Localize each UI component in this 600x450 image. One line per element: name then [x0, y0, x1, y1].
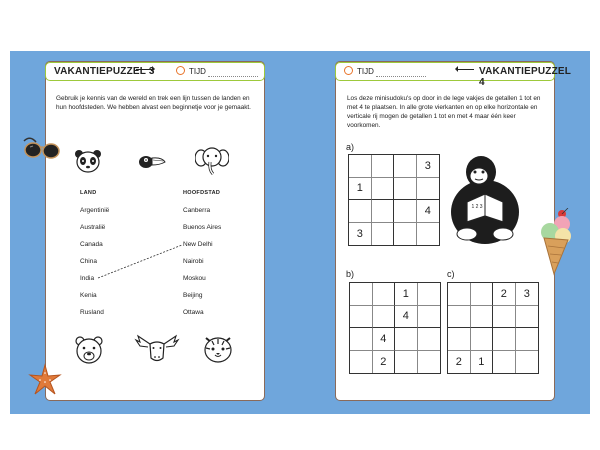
- right-intro-text: Los deze minisudoku's op door in de lege vakjes de getallen 1 tot en met 4 te plaatsen. In alle grote vierkanten en op elke horizontale en verticale rij mogen de getallen 1 tot en met 4 maar één keer voorkomen.: [347, 95, 541, 129]
- book-text: 1 2 3: [471, 204, 483, 210]
- ice-cream-icon: [538, 208, 574, 276]
- sudoku-cell[interactable]: [493, 306, 516, 329]
- country-item[interactable]: China: [80, 258, 97, 265]
- sudoku-cell[interactable]: [418, 351, 441, 374]
- sudoku-cell[interactable]: [417, 223, 440, 246]
- col-head-land: LAND: [80, 190, 97, 196]
- capital-item[interactable]: New Delhi: [183, 241, 213, 248]
- sudoku-cell[interactable]: [349, 155, 372, 178]
- col-head-hoofdstad: HOOFDSTAD: [183, 190, 221, 196]
- sudoku-cell[interactable]: [350, 351, 373, 374]
- sudoku-cell[interactable]: [373, 306, 396, 329]
- country-item[interactable]: Australië: [80, 224, 106, 231]
- sudoku-cell[interactable]: [471, 283, 494, 306]
- arrow-left-icon: [456, 69, 474, 70]
- sudoku-cell: 3: [349, 223, 372, 246]
- sudoku-grid-a: [348, 154, 440, 246]
- sudoku-cell: 4: [417, 200, 440, 223]
- sudoku-cell[interactable]: [418, 283, 441, 306]
- sudoku-cell: 4: [395, 306, 418, 329]
- sudoku-cell[interactable]: [471, 306, 494, 329]
- sudoku-cell[interactable]: [418, 328, 441, 351]
- sudoku-cell: 3: [516, 283, 539, 306]
- starfish-icon: [28, 363, 62, 397]
- clock-icon: [344, 66, 353, 75]
- sudoku-cell[interactable]: [448, 328, 471, 351]
- country-item[interactable]: Canada: [80, 241, 103, 248]
- sudoku-cell[interactable]: [373, 283, 396, 306]
- capital-item[interactable]: Moskou: [183, 275, 206, 282]
- right-tijd-label: TIJD: [357, 67, 374, 76]
- sudoku-grid-b: [349, 282, 441, 374]
- sudoku-cell[interactable]: [471, 328, 494, 351]
- sudoku-cell: 1: [471, 351, 494, 374]
- sudoku-cell[interactable]: [372, 200, 395, 223]
- sudoku-cell[interactable]: [394, 223, 417, 246]
- sudoku-cell[interactable]: [372, 155, 395, 178]
- capital-item[interactable]: Buenos Aires: [183, 224, 222, 231]
- sudoku-cell: 4: [373, 328, 396, 351]
- sudoku-label: c): [447, 269, 455, 279]
- tiger-icon: [202, 334, 234, 364]
- right-tijd-field[interactable]: [376, 76, 426, 77]
- sudoku-cell[interactable]: [417, 178, 440, 201]
- capital-item[interactable]: Nairobi: [183, 258, 204, 265]
- sudoku-cell[interactable]: [493, 328, 516, 351]
- left-page-title: VAKANTIEPUZZEL 3: [54, 66, 155, 77]
- sudoku-cell[interactable]: [394, 178, 417, 201]
- capital-item[interactable]: Ottawa: [183, 309, 204, 316]
- sudoku-cell: 2: [493, 283, 516, 306]
- sudoku-cell[interactable]: [372, 223, 395, 246]
- sudoku-cell[interactable]: [448, 306, 471, 329]
- capital-item[interactable]: Beijing: [183, 292, 203, 299]
- sunglasses-icon: [22, 133, 62, 163]
- sudoku-cell[interactable]: [394, 155, 417, 178]
- sudoku-cell[interactable]: [372, 178, 395, 201]
- sudoku-cell[interactable]: [349, 200, 372, 223]
- country-item[interactable]: India: [80, 275, 95, 282]
- sudoku-cell: 2: [373, 351, 396, 374]
- sudoku-cell: 3: [417, 155, 440, 178]
- capital-item[interactable]: Canberra: [183, 207, 211, 214]
- left-intro-text: Gebruik je kennis van de wereld en trek een lijn tussen de landen en hun hoofdsteden. We hebben alvast een beginnetje voor je gemaakt.: [56, 95, 251, 111]
- right-page-header: [335, 62, 571, 88]
- left-tijd-label: TIJD: [189, 67, 206, 76]
- right-page-title: VAKANTIEPUZZEL 4: [479, 66, 571, 88]
- sudoku-cell[interactable]: [350, 306, 373, 329]
- sudoku-cell: 1: [349, 178, 372, 201]
- sudoku-cell[interactable]: [418, 306, 441, 329]
- sudoku-cell: 2: [448, 351, 471, 374]
- sudoku-label: a): [346, 142, 355, 152]
- sudoku-cell[interactable]: [350, 328, 373, 351]
- sudoku-cell[interactable]: [394, 200, 417, 223]
- moose-icon: [134, 332, 180, 364]
- gorilla-icon: [445, 150, 525, 248]
- sudoku-cell[interactable]: [350, 283, 373, 306]
- country-item[interactable]: Argentinië: [80, 207, 110, 214]
- sudoku-cell[interactable]: [516, 306, 539, 329]
- bear-icon: [74, 335, 104, 365]
- sudoku-cell[interactable]: [516, 328, 539, 351]
- sudoku-cell[interactable]: [448, 283, 471, 306]
- sudoku-grid-c: [447, 282, 539, 374]
- sudoku-cell[interactable]: [516, 351, 539, 374]
- sudoku-cell: 1: [395, 283, 418, 306]
- country-item[interactable]: Kenia: [80, 292, 97, 299]
- sudoku-cell[interactable]: [395, 328, 418, 351]
- country-item[interactable]: Rusland: [80, 309, 104, 316]
- sudoku-label: b): [346, 269, 355, 279]
- sudoku-cell[interactable]: [493, 351, 516, 374]
- sudoku-cell[interactable]: [395, 351, 418, 374]
